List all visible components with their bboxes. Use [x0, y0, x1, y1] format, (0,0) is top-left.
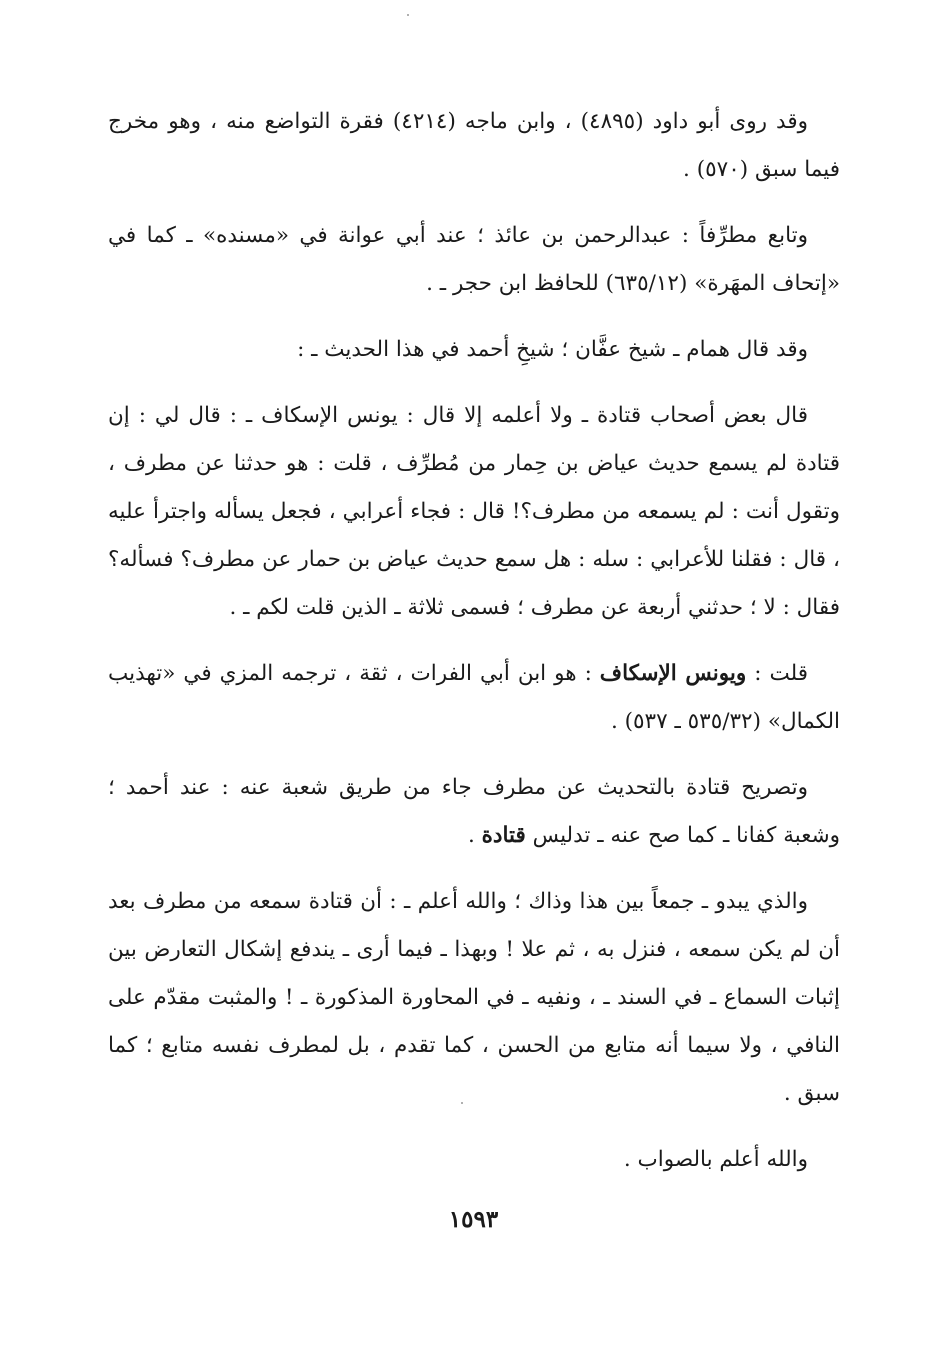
bold-term: قتادة: [481, 823, 526, 848]
paragraph: [108, 212, 840, 308]
paragraph-text: والذي يبدو ـ جمعاً بين هذا وذاك ؛ والله أعلم ـ : أن قتادة سمعه من مطرف بعد أن لم يكن سمعه ، فنزل به ، ثم علا ! وبهذا ـ فيما أرى ـ يندفع إشكال التعارض بين إثبات السماع ـ في السند ـ ، ونفيه ـ في المحاورة المذكورة ـ ! والمثبت مقدّم على النافي ، ولا سيما أنه متابع من الحسن ، كما تقدم ، بل لمطرف نفسه متابع ؛ كما سبق .: [108, 889, 840, 1106]
paragraph-text: قلت :: [746, 661, 808, 686]
paragraph-text: قال بعض أصحاب قتادة ـ ولا أعلمه إلا قال : يونس الإسكاف ـ : قال لي : إن قتادة لم يسمع حديث عياض بن حِمار من مُطرِّف ، قلت : هو حدثنا عن مطرف ، وتقول أنت : لم يسمعه من مطرف؟! قال : فجاء أعرابي ، فجعل يسأله واجترأ عليه ، قال : فقلنا للأعرابي : سله : هل سمع حديث عياض بن حمار عن مطرف؟ فسأله؟ فقال : لا ؛ حدثني أربعة عن مطرف ؛ فسمى ثلاثة ـ الذين قلت لكم ـ .: [108, 403, 840, 620]
body-text: [108, 98, 840, 1202]
paragraph: [108, 878, 840, 1118]
paragraph: [108, 326, 840, 374]
paragraph-text: : هو ابن أبي الفرات ، ثقة ، ترجمه المزي في «تهذيب الكمال» (٥٣٥/٣٢ ـ ٥٣٧) .: [108, 661, 840, 734]
paragraph: [108, 1136, 840, 1184]
paragraph: [108, 650, 840, 746]
page-number: ١٥٩٣: [448, 1206, 499, 1233]
bold-term: ويونس الإسكاف: [599, 661, 747, 686]
paragraph-text: وتصريح قتادة بالتحديث عن مطرف جاء من طريق شعبة عنه : عند أحمد ؛ وشعبة كفانا ـ كما صح عنه ـ تدليس: [108, 775, 840, 848]
paragraph-text: وتابع مطرِّفاً : عبدالرحمن بن عائذ ؛ عند أبي عوانة في «مسنده» ـ كما في «إتحاف المهَرة» (٦٣٥/١٢) للحافظ ابن حجر ـ .: [108, 223, 840, 296]
paragraph-text: والله أعلم بالصواب .: [623, 1147, 808, 1172]
paragraph: [108, 98, 840, 194]
paragraph: [108, 392, 840, 632]
scan-speck: [407, 14, 409, 16]
paragraph-text: وقد قال همام ـ شيخ عفَّان ؛ شيخِ أحمد في هذا الحديث ـ :: [297, 337, 808, 362]
paragraph-text: وقد روى أبو داود (٤٨٩٥) ، وابن ماجه (٤٢١٤) فقرة التواضع منه ، وهو مخرج فيما سبق (٥٧٠) .: [108, 109, 840, 182]
paragraph-text: .: [468, 823, 482, 848]
paragraph: [108, 764, 840, 860]
